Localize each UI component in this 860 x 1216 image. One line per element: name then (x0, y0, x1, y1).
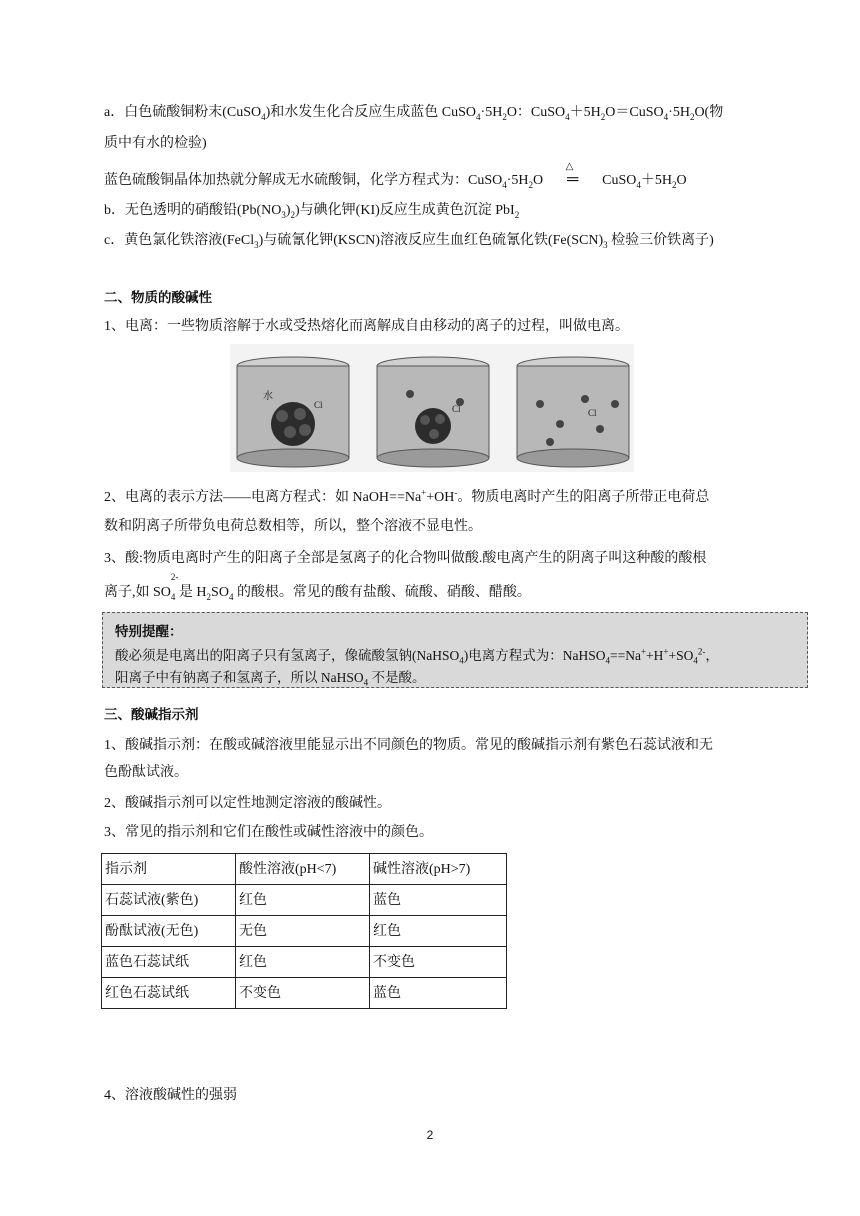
table-cell: 酚酞试液(无色) (102, 916, 236, 947)
beaker-2 (377, 357, 489, 467)
beaker-3 (517, 357, 629, 467)
para-2b: 数和阴离子所带负电荷总数相等，所以，整个溶液不显电性。 (104, 519, 482, 534)
table-cell: 红色 (236, 947, 370, 978)
para-2a: 2、电离的表示方法——电离方程式：如 NaOH==Na++OH-。物质电离时产生的阳离子所带正电荷总 (104, 487, 710, 505)
indicator-table (101, 853, 507, 1009)
table-row (102, 947, 507, 978)
special-reminder-box (102, 612, 808, 688)
line-c: c．黄色氯化铁溶液(FeCl$_3$)与硫氰化钾(KSCN)溶液反应生血红色硫氰化铁($Fe(SCN)_3$ 检验三价铁离子) (104, 233, 714, 250)
para-q4: 4、溶液酸碱性的强弱 (104, 1088, 237, 1103)
page-number: 2 (426, 1128, 434, 1142)
para-1: 1、电离：一些物质溶解于水或受热熔化而离解成自由移动的离子的过程，叫做电离。 (104, 319, 629, 334)
table-cell: 红色 (236, 885, 370, 916)
table-header-cell: 碱性溶液(pH>7) (370, 854, 507, 885)
table-cell: 蓝色石蕊试纸 (102, 947, 236, 978)
table-header-row (102, 854, 507, 885)
line-heat: 蓝色硫酸铜晶体加热就分解成无水硫酸铜，化学方程式为：$CuSO_4\cdot 5H_2O$ △ ═ $CuSO_4+5H_2O$ (104, 161, 687, 190)
para-q2: 2、酸碱指示剂可以定性地测定溶液的酸碱性。 (104, 796, 391, 811)
note-title: 特别提醒： (115, 624, 183, 640)
note-line-2: 阳离子中有钠离子和氢离子，所以 NaHSO$_4$ 不是酸。 (115, 670, 426, 688)
section-heading-2: 二、物质的酸碱性 (104, 290, 212, 306)
table-cell: 红色石蕊试纸 (102, 978, 236, 1009)
table-row (102, 916, 507, 947)
table-header-cell: 指示剂 (102, 854, 236, 885)
table-cell: 无色 (236, 916, 370, 947)
para-q1b: 色酚酞试液。 (104, 765, 188, 780)
table-cell: 石蕊试液(紫色) (102, 885, 236, 916)
note-line-1: 酸必须是电离出的阳离子只有氢离子，像硫酸氢钠(NaHSO$_4$)电离方程式为：$NaHSO_4==Na^++H^++SO_4^{2-}$， (115, 646, 719, 666)
table-cell: 不变色 (370, 947, 507, 978)
section-heading-3: 三、酸碱指示剂 (104, 707, 199, 723)
para-q1a: 1、酸碱指示剂：在酸或碱溶液里能显示出不同颜色的物质。常见的酸碱指示剂有紫色石蕊试液和无 (104, 738, 713, 753)
table-cell: 不变色 (236, 978, 370, 1009)
line-b: b．无色透明的硝酸铅$(Pb(NO_3)_2)$与碘化钾(KI)反应生成黄色沉淀 PbI$_2$ (104, 203, 520, 220)
table-cell: 蓝色 (370, 978, 507, 1009)
table-cell: 红色 (370, 916, 507, 947)
table-row (102, 978, 507, 1009)
beaker-1 (237, 357, 349, 467)
table-row (102, 885, 507, 916)
table-header-cell: 酸性溶液(pH<7) (236, 854, 370, 885)
ionization-figure (230, 344, 634, 472)
svg-text:Cl: Cl (452, 404, 461, 414)
line-a2: 质中有水的检验) (104, 136, 207, 151)
svg-text:水: 水 (263, 391, 273, 402)
svg-text:Cl: Cl (588, 408, 597, 418)
para-3b: 离子,如 SO 2- $_4$ 是 $H_2SO_4$ 的酸根。常见的酸有盐酸、硫酸、硝酸、醋酸。 (104, 572, 531, 602)
para-3a: 3、酸:物质电离时产生的阳离子全部是氢离子的化合物叫做酸.酸电离产生的阴离子叫这种酸的酸根 (104, 551, 707, 566)
svg-text:Cl: Cl (314, 400, 323, 410)
line-a1: a．白色硫酸铜粉末(CuSO$_4$)和水发生化合反应生成蓝色 $CuSO_4\cdot 5H_2O$：$CuSO_4+5H_2O=CuSO_4\cdot 5H_2O$(物 (104, 105, 724, 122)
table-cell: 蓝色 (370, 885, 507, 916)
para-q3: 3、常见的指示剂和它们在酸性或碱性溶液中的颜色。 (104, 825, 433, 840)
heat-sign: △ ═ (565, 161, 579, 188)
